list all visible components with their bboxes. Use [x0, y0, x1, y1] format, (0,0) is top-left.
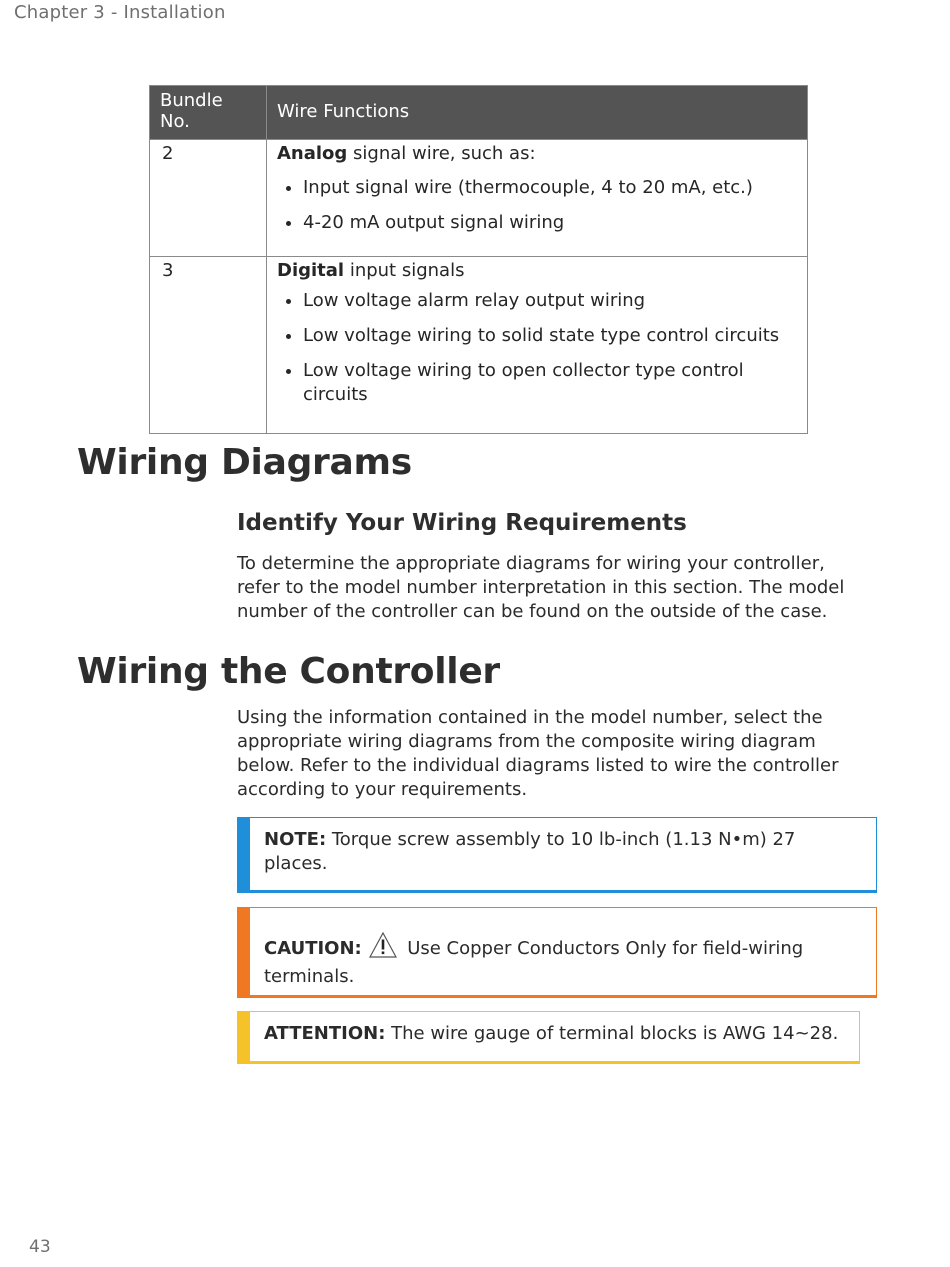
table-header-row [150, 86, 808, 140]
note-accent-bar [238, 818, 250, 890]
caution-text: Use Copper Conductors Only for field-wiring terminals. [264, 938, 804, 987]
row-lead-bold: Digital [277, 260, 345, 281]
column-header-wire-functions: Wire Functions [267, 86, 808, 140]
attention-text: The wire gauge of terminal blocks is AWG 14~28. [385, 1023, 839, 1044]
row-lead [277, 260, 797, 281]
wire-functions-cell [267, 140, 808, 257]
note-text: Torque screw assembly to 10 lb-inch (1.13 N•m) 27 places. [264, 829, 796, 874]
table-row [150, 140, 808, 257]
row-lead-text: input signals [344, 260, 465, 281]
subsection-title-identify-requirements: Identify Your Wiring Requirements [237, 510, 687, 536]
attention-accent-bar [238, 1012, 250, 1061]
list-item: • Input signal wire (thermocouple, 4 to 20 mA, etc.) [303, 176, 797, 200]
note-callout [237, 817, 877, 893]
bundle-number: 3 [150, 257, 267, 434]
warning-triangle-icon [369, 932, 397, 965]
wiring-diagrams-body: To determine the appropriate diagrams for wiring your controller, refer to the model number interpretation in this section. The model number of the controller can be found on the outside of the case. [237, 553, 845, 622]
wire-function-list [277, 176, 797, 235]
caution-callout [237, 907, 877, 998]
list-item: • Low voltage wiring to open collector type control circuits [303, 359, 783, 407]
wiring-controller-body: Using the information contained in the model number, select the appropriate wiring diagrams from the composite wiring diagram below. Refer to the individual diagrams listed to wire the controller according to your requirements. [237, 707, 839, 800]
running-header: Chapter 3 - Installation [14, 2, 226, 23]
caution-accent-bar [238, 908, 250, 995]
section-title-wiring-diagrams: Wiring Diagrams [77, 442, 412, 483]
column-header-bundle: Bundle No. [150, 86, 267, 140]
attention-label: ATTENTION: [264, 1023, 386, 1044]
row-lead [277, 143, 797, 164]
wire-function-list [277, 289, 797, 407]
bundle-number: 2 [150, 140, 267, 257]
attention-callout [237, 1011, 860, 1064]
section-title-wiring-controller: Wiring the Controller [77, 651, 500, 692]
wire-bundle-table [149, 85, 808, 434]
row-lead-bold: Analog [277, 143, 348, 164]
list-item: • 4-20 mA output signal wiring [303, 211, 797, 235]
row-lead-text: signal wire, such as: [347, 143, 536, 164]
caution-label: CAUTION: [264, 938, 362, 959]
table-row [150, 257, 808, 434]
wire-functions-cell [267, 257, 808, 434]
list-item: • Low voltage alarm relay output wiring [303, 289, 797, 313]
page-number: 43 [29, 1237, 51, 1257]
list-item: • Low voltage wiring to solid state type control circuits [303, 324, 797, 348]
note-label: NOTE: [264, 829, 327, 850]
